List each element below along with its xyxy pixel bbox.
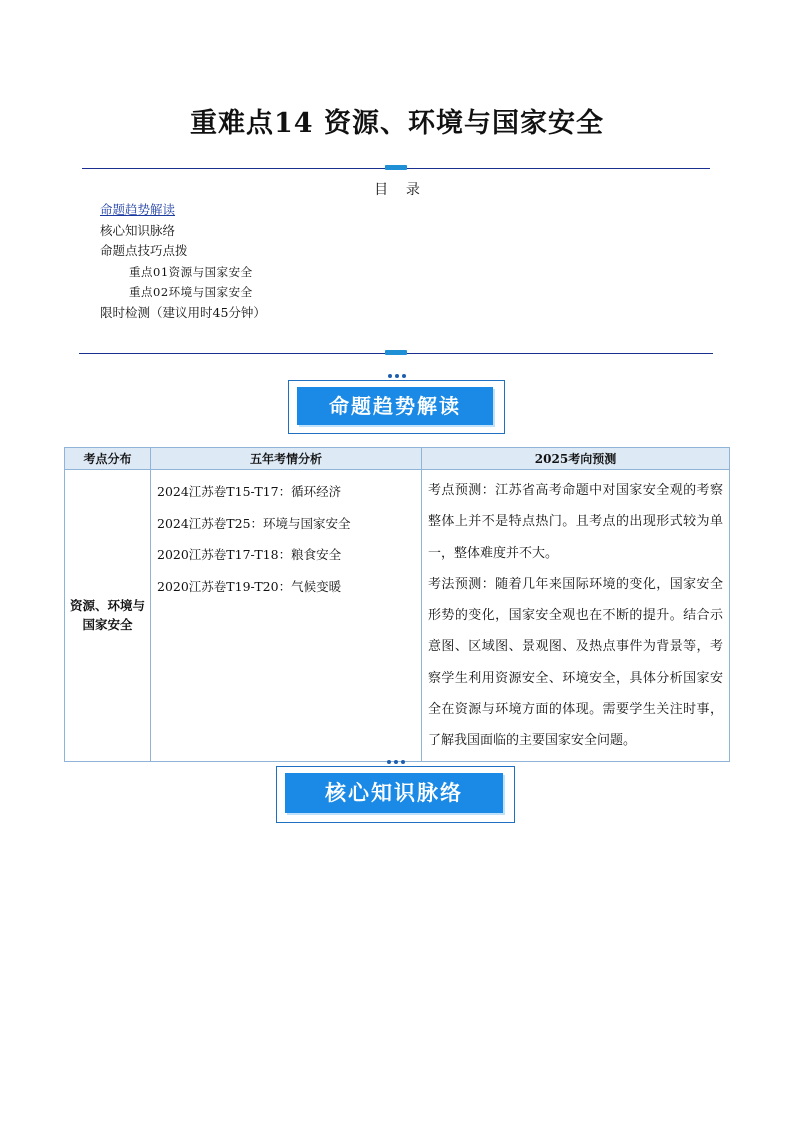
toc-heading: 目 录	[374, 182, 420, 198]
toc-divider-mark	[385, 350, 407, 355]
banner-trend-label: 命题趋势解读	[297, 387, 493, 425]
banner-dots-icon	[387, 760, 405, 764]
page-title: 重难点14 资源、环境与国家安全	[190, 108, 604, 139]
exam-item: 2020江苏卷T19-T20：气候变暖	[157, 578, 342, 594]
banner-dots-icon	[388, 374, 406, 378]
exam-item: 2024江苏卷T25：环境与国家安全	[157, 515, 351, 531]
forecast-point: 考点预测：江苏省高考命题中对国家安全观的考察整体上并不是特点热门。且考点的出现形式较为单一，整体难度并不大。	[428, 483, 723, 561]
exam-item: 2020江苏卷T17-T18：粮食安全	[157, 547, 342, 562]
header-topic: 考点分布	[65, 448, 151, 470]
topic-cell: 资源、环境与国家安全	[65, 470, 151, 762]
toc-item-focus-02: 重点02环境与国家安全	[129, 285, 253, 300]
forecast-method: 考法预测：随着几年来国际环境的变化，国家安全形势的变化，国家安全观也在不断的提升。结合示意图、区域图、景观图、及热点事件为背景等，考察学生利用资源安全、环境安全，具体分析国家安全在资源与环境方面的体现。需要学生关注时事，了解我国面临的主要国家安全问题。	[428, 576, 723, 749]
toc-item-skills: 命题点技巧点拨	[100, 243, 188, 259]
toc-item-trend[interactable]: 命题趋势解读	[100, 202, 176, 217]
table-of-contents	[100, 200, 266, 324]
header-five-year: 五年考情分析	[151, 448, 422, 470]
toc-item-timed-test: 限时检测（建议用时45分钟）	[100, 304, 266, 320]
exam-list-cell	[151, 470, 422, 762]
banner-core-label: 核心知识脉络	[285, 773, 503, 813]
banner-core	[276, 766, 516, 824]
toc-item-core: 核心知识脉络	[100, 222, 176, 238]
header-forecast: 2025考向预测	[422, 448, 730, 470]
toc-item-focus-01: 重点01资源与国家安全	[129, 264, 253, 279]
forecast-cell	[422, 470, 730, 762]
banner-trend	[288, 380, 506, 435]
exam-item: 2024江苏卷T15-T17：循环经济	[157, 484, 342, 499]
title-divider-mark	[385, 165, 407, 170]
exam-analysis-table	[64, 447, 730, 762]
